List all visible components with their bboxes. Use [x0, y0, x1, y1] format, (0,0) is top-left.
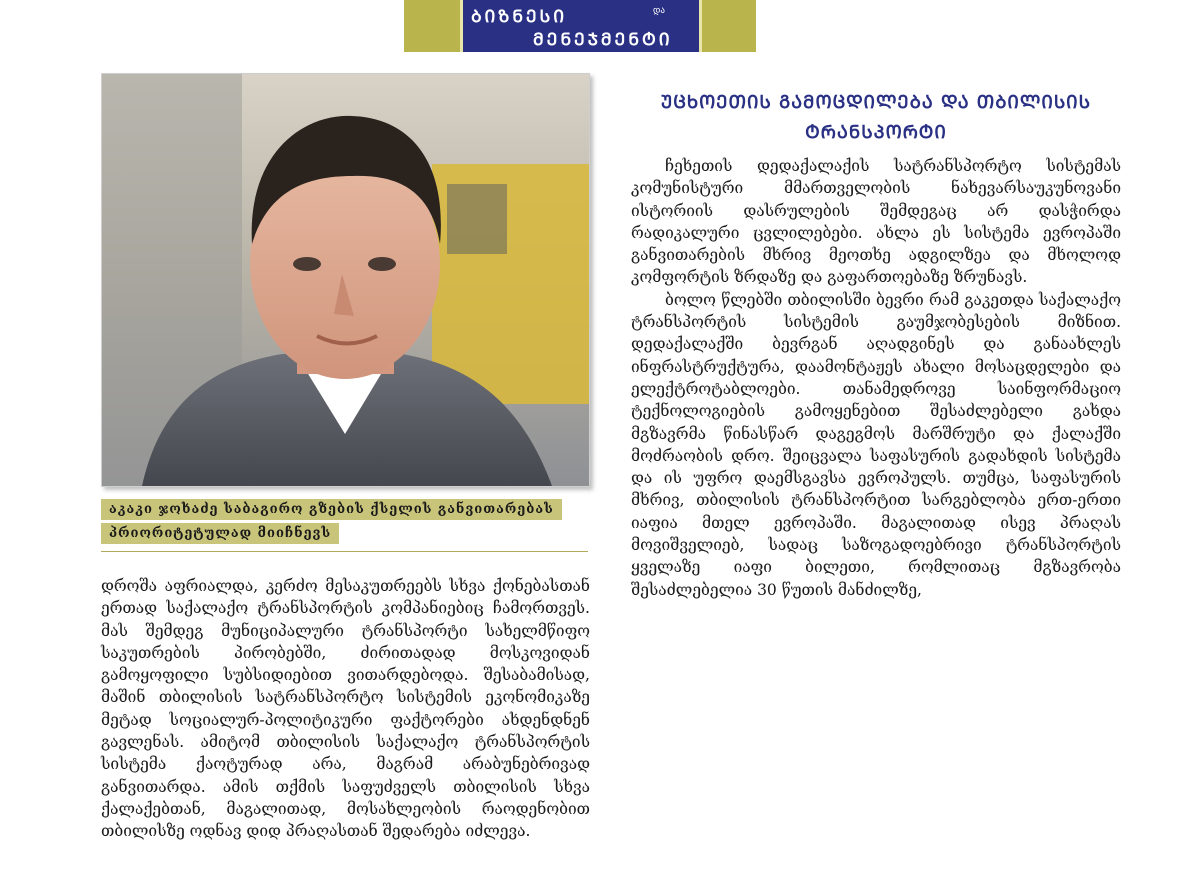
banner-line-1: ᲑᲘᲖᲜᲔᲡᲘ [471, 7, 568, 27]
banner-line-2: ᲛᲔᲜᲔᲯᲛᲔᲜᲢᲘ [533, 30, 673, 50]
caption-line-2: პრიორიტეტულად მიიჩნევს [101, 523, 339, 544]
right-paragraph-1: ჩეხეთის დედაქალაქის სატრანსპორტო სისტემას კომუნისტური მმართველობის ნახევარსაუკუნოვანი ისტორიის დასრულების შემდეგაც არ დასჭირდა რადიკალური ცვლილებები. ახლა ეს სისტემა ევროპაში განვითარების მხრივ მეოთხე ადგილზეა და მხოლოდ კომფორტის ზრდაზე და გაფართოებაზე ზრუნავს. [631, 157, 1121, 287]
caption-divider [101, 551, 588, 552]
portrait-photo [101, 73, 590, 487]
section-banner [404, 0, 756, 52]
right-text-column [631, 155, 1121, 601]
section-banner-label [460, 0, 702, 52]
article-headline: ᲣᲪᲮᲝᲔᲗᲘᲡ ᲒᲐᲛᲝᲪᲓᲘᲚᲔᲑᲐ ᲓᲐ ᲗᲑᲘᲚᲘᲡᲘᲡ ᲢᲠᲐᲜᲡᲞᲝᲠᲢᲘ [660, 92, 1092, 143]
banner-and: და [653, 6, 665, 16]
right-paragraph-2: ბოლო წლებში თბილისში ბევრი რამ გაკეთდა საქალაქო ტრანსპორტის სისტემის გაუმჯობესების მიზნით. დედაქალაქში ბევრგან აღადგინეს და განაახლეს ინფრასტრუქტურა, დაამონტაჟეს ახალი მოსაცდელები და ელექტროტაბლოები. თანამედროვე საინფორმაციო ტექნოლოგიების გამოყენებით შესაძლებელი გახდა მგზავრმა წინასწარ დაგეგმოს მარშრუტი და ქალაქში მოძრაობის დრო. შეიცვალა საფასურის გადახდის სისტემა და ის უფრო დაემსგავსა ევროპულს. თუმცა, საფასურის მხრივ, თბილისის ტრანსპორტით სარგებლობა ერთ-ერთი იაფია მთელ ევროპაში. მაგალითად ისევ პრაღას მოვიშველიებ, სადაც საზოგადოებრივი ტრანსპორტის ყველაზე იაფი ბილეთი, რომლითაც მგზავრობა შესაძლებელია 30 წუთის მანძილზე, [631, 290, 1121, 599]
left-paragraph: დროშა აფრიალდა, კერძო მესაკუთრეებს სხვა ქონებასთან ერთად საქალაქო ტრანსპორტის კომპანიებიც ჩამორთვეს. მას შემდეგ მუნიციპალური ტრანსპორტი სახელმწიფო საკუთრების პირობებში, ძირითადად მოსკოვიდან გამოყოფილი სუბსიდიებით ვითარდებოდა. შესაბამისად, მაშინ თბილისის სატრანსპორტო სისტემის ეკონომიკაზე მეტად სოციალურ-პოლიტიკური ფაქტორები ახდენდნენ გავლენას. ამიტომ თბილისის საქალაქო ტრანსპორტის სისტემა ქაოტურად არა, მაგრამ არაბუნებრივად განვითარდა. ამის თქმის საფუძველს თბილისის სხვა ქალაქებთან, მაგალითად, მოსახლეობის რაოდენობით თბილისზე ოდნავ დიდ პრაღასთან შედარება იძლევა. [101, 577, 590, 841]
portrait-illustration [102, 74, 589, 486]
caption-line-1: აკაკი ჯოხაძე საბაგირო გზების ქსელის განვითარებას [101, 499, 562, 520]
photo-caption [101, 498, 588, 546]
left-text-column [101, 575, 590, 843]
